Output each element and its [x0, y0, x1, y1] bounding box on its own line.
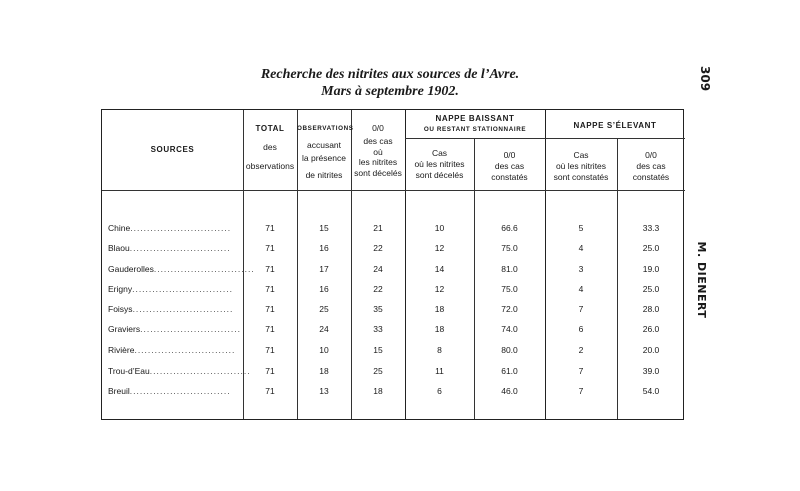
header-total-line: TOTAL: [255, 124, 285, 133]
elevant-percent-cell: 20.0: [642, 345, 660, 355]
header-sub-line: où les nitrites: [414, 159, 465, 169]
leader-dots: ..............................: [149, 366, 251, 376]
observations-cell: 16: [319, 284, 329, 294]
source-name: Gauderolles: [108, 264, 154, 274]
observations-cell: 17: [319, 264, 329, 274]
baissant-percent-cell: 75.0: [501, 284, 518, 294]
percent-cell: 25: [373, 366, 383, 376]
source-name: Erigny: [108, 284, 133, 294]
leader-dots: ..............................: [132, 284, 233, 294]
page-number: 309: [698, 66, 712, 92]
header-sub-line: 0/0: [503, 150, 516, 160]
percent-cell: 24: [373, 264, 383, 274]
table-title: Recherche des nitrites aux sources de l’Avre.: [260, 67, 520, 82]
elevant-percent-cell: 28.0: [642, 304, 660, 314]
table-row: [102, 384, 683, 398]
group-header-rule: [405, 138, 685, 139]
elevant-cas-cell: 5: [578, 223, 584, 233]
baissant-percent-cell: 72.0: [501, 304, 518, 314]
header-sub-line: Cas: [573, 150, 589, 160]
source-name: Foisys: [108, 304, 133, 314]
header-sub-line: des cas: [494, 161, 525, 171]
total-cell: 71: [265, 345, 275, 355]
elevant-cas-cell: 4: [578, 284, 584, 294]
baissant-cas-cell: 10: [434, 223, 445, 233]
baissant-percent-cell: 66.6: [501, 223, 518, 233]
header-elevant-percent: [617, 150, 685, 183]
header-sub-line: où les nitrites: [555, 161, 607, 171]
header-sub-line: constatés: [632, 172, 670, 182]
leader-dots: ..............................: [129, 386, 231, 396]
source-name-cell: [108, 364, 251, 378]
table-row: [102, 364, 683, 378]
source-name-cell: [108, 282, 244, 296]
baissant-cas-cell: 11: [435, 366, 444, 376]
leader-dots: ..............................: [132, 304, 234, 314]
baissant-cas-cell: 18: [434, 324, 445, 334]
elevant-cas-cell: 4: [578, 243, 584, 253]
total-cell: 71: [265, 324, 275, 334]
header-nappe-baissant-line: OU RESTANT STATIONNAIRE: [423, 126, 527, 133]
table-row: [102, 322, 683, 336]
header-percent-detected: [351, 122, 405, 179]
header-observations-line: OBSERVATIONS: [297, 125, 354, 132]
baissant-cas-cell: 14: [434, 264, 445, 274]
running-head-author: M. DIENERT: [695, 241, 708, 319]
total-cell: 71: [265, 366, 275, 376]
source-name: Rivière: [108, 345, 135, 355]
total-cell: 71: [265, 243, 275, 253]
elevant-percent-cell: 26.0: [642, 324, 660, 334]
percent-cell: 21: [373, 223, 383, 233]
header-sub-line: sont décelés: [415, 170, 464, 180]
header-observations-line: la présence: [302, 153, 346, 163]
table-row: [102, 343, 683, 357]
total-cell: 71: [265, 304, 275, 314]
header-nappe-elevant: NAPPE S’ÉLEVANT: [573, 121, 657, 130]
observations-cell: 15: [319, 223, 329, 233]
percent-cell: 22: [373, 284, 383, 294]
header-sub-line: des cas: [636, 161, 666, 171]
observations-cell: 16: [319, 243, 329, 253]
baissant-cas-cell: 6: [437, 386, 442, 396]
header-baissant-cas: [405, 148, 474, 181]
total-cell: 71: [265, 223, 275, 233]
header-total-line: observations: [245, 161, 295, 171]
baissant-percent-cell: 46.0: [501, 386, 518, 396]
baissant-percent-cell: 81.0: [501, 264, 518, 274]
total-cell: 71: [265, 386, 275, 396]
header-nappe-baissant: [405, 113, 545, 135]
baissant-percent-cell: 75.0: [501, 243, 518, 253]
leader-dots: ..............................: [140, 324, 241, 334]
baissant-cas-cell: 8: [437, 345, 442, 355]
baissant-percent-cell: 61.0: [501, 366, 518, 376]
source-name: Chine: [108, 223, 131, 233]
source-name-cell: [108, 384, 244, 398]
source-name-cell: [108, 241, 244, 255]
observations-cell: 10: [319, 345, 329, 355]
elevant-percent-cell: 19.0: [642, 264, 660, 274]
observations-cell: 13: [319, 386, 329, 396]
header-observations-line: accusant: [306, 140, 342, 150]
elevant-percent-cell: 25.0: [642, 243, 660, 253]
header-sub-line: constatés: [491, 172, 528, 182]
header-nappe-baissant-line: NAPPE BAISSANT: [435, 114, 515, 123]
header-sub-line: sont constatés: [553, 172, 609, 182]
table-row: [102, 241, 683, 255]
percent-cell: 15: [373, 345, 383, 355]
table-row: [102, 282, 683, 296]
leader-dots: ..............................: [153, 264, 255, 274]
table-row: [102, 262, 683, 276]
total-cell: 71: [265, 264, 275, 274]
header-percent-line: où: [373, 147, 383, 157]
header-observations-line: de nitrites: [305, 170, 343, 180]
header-elevant-cas: [545, 150, 617, 183]
elevant-cas-cell: 7: [578, 386, 584, 396]
header-rule: [102, 190, 685, 191]
source-name-cell: [108, 322, 244, 336]
baissant-cas-cell: 18: [434, 304, 445, 314]
header-observations: [297, 122, 354, 182]
observations-cell: 18: [319, 366, 329, 376]
total-cell: 71: [265, 284, 275, 294]
elevant-percent-cell: 33.3: [642, 223, 660, 233]
percent-cell: 18: [373, 386, 383, 396]
header-total-line: des: [263, 142, 277, 152]
percent-cell: 33: [373, 324, 383, 334]
elevant-cas-cell: 7: [578, 366, 584, 376]
table-row: [102, 221, 683, 235]
elevant-cas-cell: 2: [578, 345, 584, 355]
elevant-percent-cell: 39.0: [642, 366, 660, 376]
percent-cell: 35: [373, 304, 383, 314]
nitrites-table: [101, 109, 684, 420]
baissant-cas-cell: 12: [434, 243, 445, 253]
source-name: Graviers: [108, 324, 141, 334]
header-total: [243, 122, 297, 173]
leader-dots: ..............................: [129, 243, 231, 253]
header-percent-line: des cas: [363, 136, 393, 146]
baissant-cas-cell: 12: [434, 284, 445, 294]
header-sub-line: Cas: [431, 148, 448, 158]
header-sub-line: 0/0: [645, 150, 657, 160]
observations-cell: 24: [319, 324, 329, 334]
leader-dots: ..............................: [134, 345, 236, 355]
header-percent-line: 0/0: [372, 123, 384, 133]
header-percent-line: les nitrites: [358, 157, 398, 167]
elevant-cas-cell: 7: [578, 304, 584, 314]
elevant-cas-cell: 6: [578, 324, 584, 334]
source-name: Blaou: [108, 243, 130, 253]
source-name-cell: [108, 343, 244, 357]
header-percent-line: sont décelés: [354, 168, 402, 178]
elevant-percent-cell: 54.0: [642, 386, 660, 396]
observations-cell: 25: [319, 304, 329, 314]
source-name-cell: [108, 302, 244, 316]
table-subtitle: Mars à septembre 1902.: [321, 84, 459, 99]
source-name-cell: [108, 221, 244, 235]
source-name: Breuil: [108, 386, 130, 396]
baissant-percent-cell: 74.0: [501, 324, 518, 334]
header-sources: SOURCES: [150, 145, 195, 154]
table-row: [102, 302, 683, 316]
elevant-cas-cell: 3: [578, 264, 584, 274]
elevant-percent-cell: 25.0: [642, 284, 660, 294]
source-name-cell: [108, 262, 255, 276]
leader-dots: ..............................: [130, 223, 232, 233]
baissant-percent-cell: 80.0: [501, 345, 518, 355]
header-baissant-percent: [474, 150, 545, 183]
percent-cell: 22: [373, 243, 383, 253]
source-name: Trou-d’Eau: [108, 366, 150, 376]
